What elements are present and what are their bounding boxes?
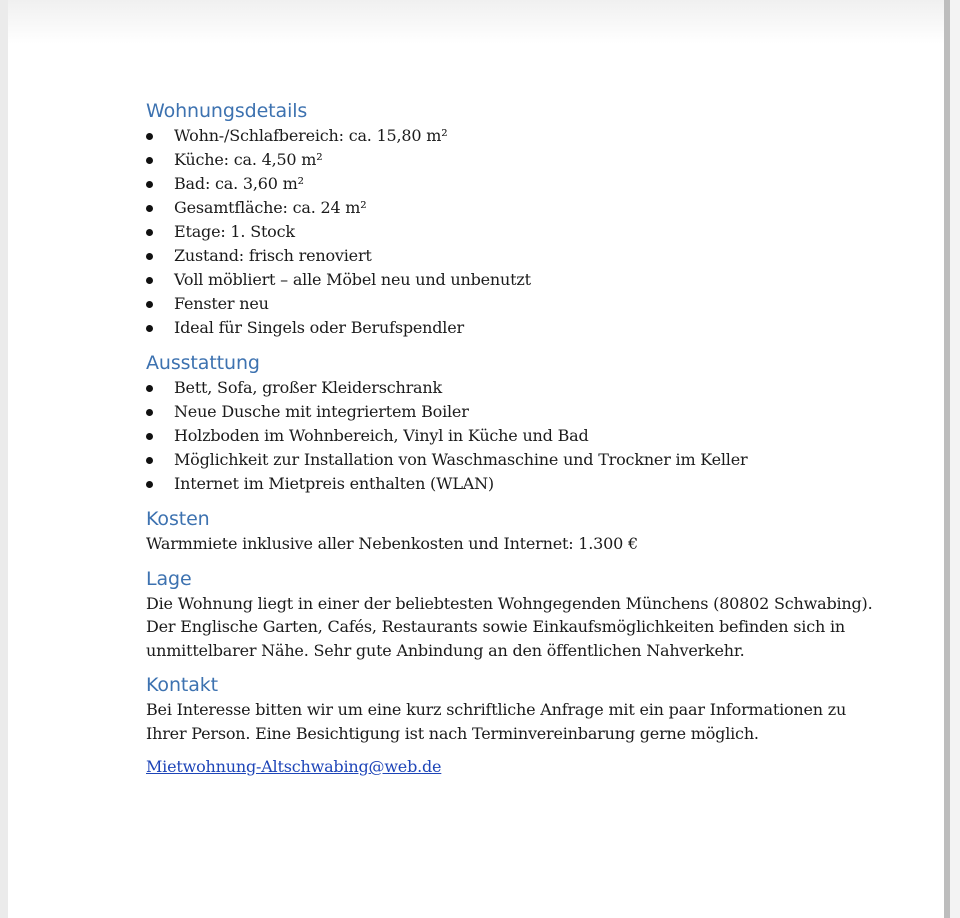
heading-kosten: Kosten	[146, 508, 210, 530]
list-item: Etage: 1. Stock	[146, 220, 826, 244]
list-item: Internet im Mietpreis enthalten (WLAN)	[146, 472, 826, 496]
bullet-icon	[146, 229, 153, 236]
list-item: Gesamtfläche: ca. 24 m²	[146, 196, 826, 220]
list-item: Küche: ca. 4,50 m²	[146, 148, 826, 172]
bullet-icon	[146, 133, 153, 140]
bullet-icon	[146, 433, 153, 440]
bullet-icon	[146, 325, 153, 332]
list-item: Ideal für Singels oder Berufspendler	[146, 316, 826, 340]
bullet-icon	[146, 205, 153, 212]
window-edge	[950, 0, 960, 918]
bullet-icon	[146, 385, 153, 392]
ausstattung-list	[146, 376, 826, 496]
heading-kontakt: Kontakt	[146, 674, 219, 696]
kontakt-paragraph	[146, 698, 847, 745]
lage-line: unmittelbarer Nähe. Sehr gute Anbindung an den öffentlichen Nahverkehr.	[146, 640, 745, 660]
heading-lage: Lage	[146, 567, 192, 590]
bullet-icon	[146, 301, 153, 308]
list-item: Bett, Sofa, großer Kleiderschrank	[146, 376, 826, 400]
list-item: Fenster neu	[146, 292, 826, 316]
lage-paragraph	[146, 592, 873, 663]
document-content	[146, 98, 873, 779]
bullet-icon	[146, 277, 153, 284]
bullet-icon	[146, 481, 153, 488]
list-item: Holzboden im Wohnbereich, Vinyl in Küche und Bad	[146, 424, 826, 448]
bullet-icon	[146, 457, 153, 464]
bullet-icon	[146, 409, 153, 416]
bullet-icon	[146, 157, 153, 164]
lage-line: Der Englische Garten, Cafés, Restaurants sowie Einkaufsmöglichkeiten befinden sich in	[146, 617, 846, 636]
kontakt-line: Bei Interesse bitten wir um eine kurz schriftliche Anfrage mit ein paar Informationen zu	[146, 700, 847, 719]
kosten-text: Warmmiete inklusive aller Nebenkosten und Internet: 1.300 €	[146, 534, 638, 553]
list-item: Möglichkeit zur Installation von Waschmaschine und Trockner im Keller	[146, 448, 826, 472]
bullet-icon	[146, 181, 153, 188]
document-page	[8, 0, 944, 918]
kontakt-line: Ihrer Person. Eine Besichtigung ist nach Terminvereinbarung gerne möglich.	[146, 723, 759, 743]
heading-ausstattung: Ausstattung	[146, 352, 260, 374]
page-top-shadow	[8, 0, 944, 44]
email-link[interactable]: Mietwohnung-Altschwabing@web.de	[146, 757, 442, 776]
list-item: Voll möbliert – alle Möbel neu und unbenutzt	[146, 268, 826, 292]
list-item: Zustand: frisch renoviert	[146, 244, 826, 268]
lage-line: Die Wohnung liegt in einer der beliebtesten Wohngegenden Münchens (80802 Schwabing).	[146, 593, 873, 613]
wohnungsdetails-list	[146, 124, 826, 340]
bullet-icon	[146, 253, 153, 260]
list-item: Bad: ca. 3,60 m²	[146, 172, 826, 196]
list-item: Neue Dusche mit integriertem Boiler	[146, 400, 826, 424]
list-item: Wohn-/Schlafbereich: ca. 15,80 m²	[146, 124, 826, 148]
heading-wohnungsdetails: Wohnungsdetails	[146, 100, 308, 122]
